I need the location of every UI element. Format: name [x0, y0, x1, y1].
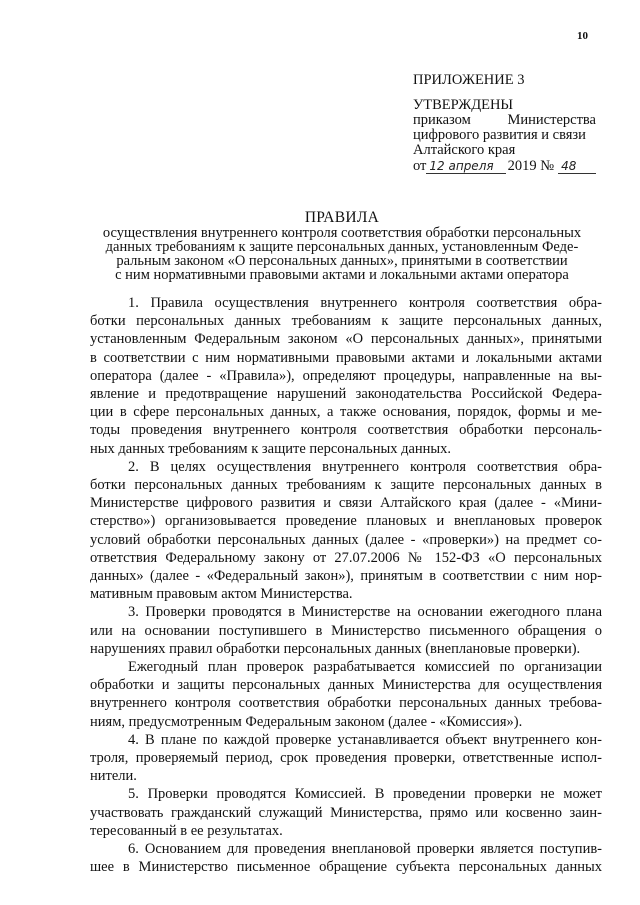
order-year: 2019 №	[507, 158, 555, 174]
subtitle-line: осуществления внутреннего контроля соответствия обработки персональных	[102, 225, 582, 241]
paragraph-line: 1. Правила осуществления внутреннего контроля соответствия обра-	[128, 295, 602, 311]
paragraph-line: или на основании поступившего в Министерство письменного обращения о	[90, 622, 602, 639]
paragraph-2	[90, 458, 602, 604]
paragraph-line: условий обработки персональных данных (далее - «проверки») на предмет со-	[90, 531, 602, 548]
subtitle-line: с ним нормативными правовыми актами и локальными актами оператора	[115, 267, 569, 283]
approved-label: УТВЕРЖДЕНЫ	[413, 97, 514, 113]
paragraph-line: ботки персональных данных требованиям к защите персональных данных,	[90, 313, 602, 330]
paragraph-line: ответствия Федеральному закону от 27.07.2006 № 152-ФЗ «О персональных	[90, 549, 602, 566]
ministry-word: Министерства	[507, 112, 596, 128]
handwritten-date: 12 апреля	[426, 160, 505, 174]
approval-block	[413, 73, 596, 174]
paragraph-line: Ежегодный план проверок разрабатывается комиссией по организации	[128, 659, 602, 676]
paragraph-line: установленным Федеральным законом «О персональных данных», принятыми	[90, 331, 602, 348]
paragraph-line: внутреннего контроля соответствия обработки персональных данных требова-	[90, 695, 602, 712]
paragraph-6	[90, 840, 602, 876]
subtitle-line: данных требованиям к защите персональных данных, установленным Феде-	[105, 239, 579, 255]
paragraph-5	[90, 785, 602, 840]
paragraph-line: нители.	[90, 768, 137, 785]
date-prefix: от	[413, 158, 427, 174]
paragraph-3-plan	[90, 658, 602, 731]
document-subtitle	[92, 226, 592, 282]
paragraph-line: ции в сфере персональных данных, а также основания, порядок, формы и ме-	[90, 404, 602, 421]
paragraph-line: участвовать гражданский служащий Министерства, прямо или косвенно заин-	[90, 804, 602, 821]
paragraph-line: ботки персональных данных требованиям к защите персональных данных в	[90, 477, 602, 494]
paragraph-line: мативным правовым актом Министерства.	[90, 586, 353, 603]
document-body	[90, 294, 602, 877]
paragraph-line: 4. В плане по каждой проверке устанавливается объект внутреннего кон-	[128, 731, 602, 748]
subtitle-line: ральным законом «О персональных данных», принятыми в соответствии	[116, 253, 568, 269]
paragraph-line: стерство») организовывается проведение плановых и внеплановых проверок	[90, 513, 602, 530]
paragraph-line: тоды проведения внутреннего контроля соответствия обработки персональ-	[90, 422, 602, 439]
document-title-block	[92, 209, 592, 282]
approval-order-line	[413, 113, 596, 128]
paragraph-line: нарушениях правил обработки персональных данных (внеплановые проверки).	[90, 640, 581, 657]
paragraph-line: Министерстве цифрового развития и связи Алтайского края (далее - «Мини-	[90, 495, 602, 512]
approval-ministry-line: цифрового развития и связи	[413, 127, 586, 143]
paragraph-line: 2. В целях осуществления внутреннего контроля соответствия обра-	[128, 458, 602, 475]
paragraph-line: в соответствии с ним нормативными правовыми актами и локальными актами	[90, 349, 602, 366]
paragraph-line: ных данных требованиям к защите персональных данных.	[90, 440, 452, 457]
paragraph-3	[90, 603, 602, 658]
approval-region-line: Алтайского края	[413, 142, 516, 158]
paragraph-line: оператора (далее - «Правила»), определяют процедуры, направленные на вы-	[90, 367, 602, 384]
paragraph-4	[90, 731, 602, 786]
paragraph-line: троля, проверяемый период, срок проведения проверки, ответственные испол-	[90, 750, 602, 767]
paragraph-line: ниям, предусмотренным Федеральным законом (далее - «Комиссия»).	[90, 713, 523, 730]
handwritten-order-number: 48	[558, 160, 596, 174]
paragraph-line: шее в Министерство письменное обращение субъекта персональных данных	[90, 859, 602, 876]
appendix-label: ПРИЛОЖЕНИЕ 3	[413, 72, 525, 88]
paragraph-line: обработки и защиты персональных данных Министерства для осуществления	[90, 677, 602, 694]
paragraph-line: 6. Основанием для проведения внеплановой проверки является поступив-	[128, 841, 602, 858]
page-number: 10	[577, 30, 588, 42]
paragraph-line: явление и предотвращение нарушений законодательства Российской Федера-	[90, 386, 602, 403]
document-title: ПРАВИЛА	[304, 209, 380, 226]
paragraph-line: 5. Проверки проводятся Комиссией. В проведении проверки не может	[128, 786, 602, 803]
paragraph-1	[90, 294, 602, 458]
paragraph-line: 3. Проверки проводятся в Министерстве на основании ежегодного плана	[128, 604, 602, 621]
approval-date-line	[413, 159, 596, 174]
paragraph-line: тересованный в ее результатах.	[90, 822, 283, 839]
order-word: приказом	[413, 112, 471, 128]
paragraph-line: данных» (далее - «Федеральный закон»), принятым в соответствии с ним нор-	[90, 568, 602, 585]
